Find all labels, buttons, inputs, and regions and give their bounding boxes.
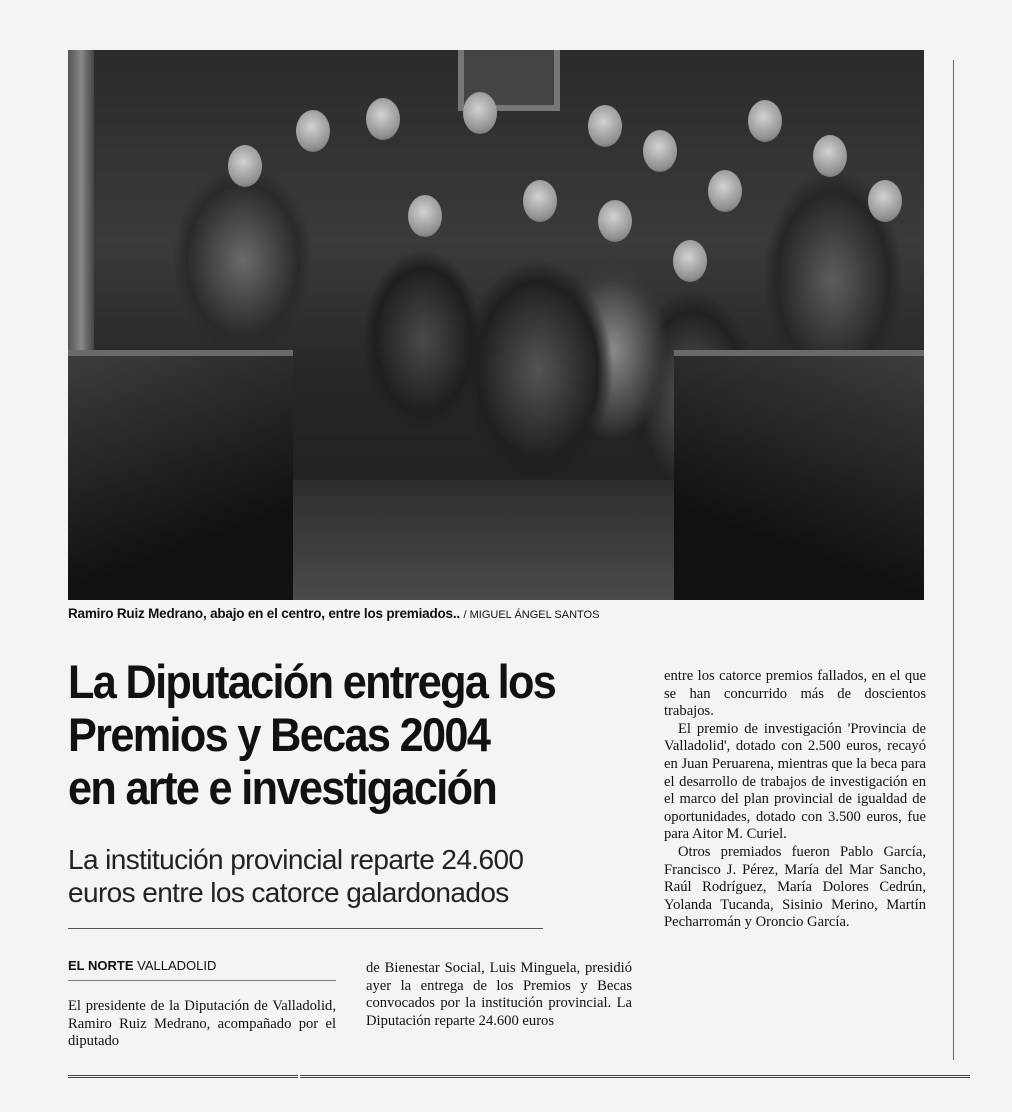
paragraph: entre los catorce premios fallados, en el que se han concurrido más de doscientos trabajos.: [664, 668, 926, 720]
photo-person: [708, 170, 742, 212]
article-column-2: [366, 960, 632, 1030]
photo-person: [598, 200, 632, 242]
article-column-3: [664, 668, 926, 932]
photo-person: [813, 135, 847, 177]
article-column-1: [68, 998, 336, 1051]
photo-person: [228, 145, 262, 187]
column-rule: [953, 60, 954, 1060]
byline-place: VALLADOLID: [137, 958, 217, 973]
subheadline: [68, 843, 648, 909]
bottom-rule: [68, 1075, 298, 1078]
photo-person: [366, 98, 400, 140]
paragraph: El premio de investigación 'Provincia de Valladolid', dotado con 2.500 euros, recayó en Juan Peruarena, mientras que la beca para el desarrollo de trabajos de investigación en el marco del plan provincial de igualdad de oportunidades, dotado con 3.500 euros, fue para Aitor M. Curiel.: [664, 720, 926, 843]
photo-floor: [293, 480, 674, 600]
byline-outlet: EL NORTE: [68, 958, 134, 973]
subhead-divider: [68, 928, 543, 929]
paragraph: Otros premiados fueron Pablo García, Francisco J. Pérez, María del Mar Sancho, Raúl Rodríguez, María Dolores Cedrún, Yolanda Tucanda, Sisinio Merino, Martín Pecharromán y Oroncio García.: [664, 843, 926, 931]
photo-bench-right: [674, 350, 924, 600]
caption-text: Ramiro Ruiz Medrano, abajo en el centro, entre los premiados..: [68, 606, 460, 621]
paragraph: El presidente de la Diputación de Valladolid, Ramiro Ruiz Medrano, acompañado por el diputado: [68, 998, 336, 1050]
photo-caption: [68, 606, 924, 621]
headline-line: en arte e investigación: [68, 761, 497, 814]
subhead-line: euros entre los catorce galardonados: [68, 877, 509, 908]
photo-person: [463, 92, 497, 134]
photo-person: [673, 240, 707, 282]
paragraph: de Bienestar Social, Luis Minguela, presidió ayer la entrega de los Premios y Becas convocados por la institución provincial. La Diputación reparte 24.600 euros: [366, 960, 632, 1029]
group-photo: [68, 50, 924, 600]
byline-divider: [68, 980, 336, 981]
photo-person: [643, 130, 677, 172]
photo-person: [296, 110, 330, 152]
photo-person: [408, 195, 442, 237]
headline-line: Premios y Becas 2004: [68, 708, 490, 761]
byline: [68, 958, 216, 973]
photo-person: [868, 180, 902, 222]
photo-bench-left: [68, 350, 293, 600]
photo-person: [588, 105, 622, 147]
photo-person: [748, 100, 782, 142]
bottom-rule: [300, 1075, 970, 1078]
photo-credit: / MIGUEL ÁNGEL SANTOS: [463, 609, 600, 621]
headline: [68, 655, 611, 814]
photo-person: [523, 180, 557, 222]
headline-line: La Diputación entrega los: [68, 655, 556, 708]
subhead-line: La institución provincial reparte 24.600: [68, 844, 524, 875]
